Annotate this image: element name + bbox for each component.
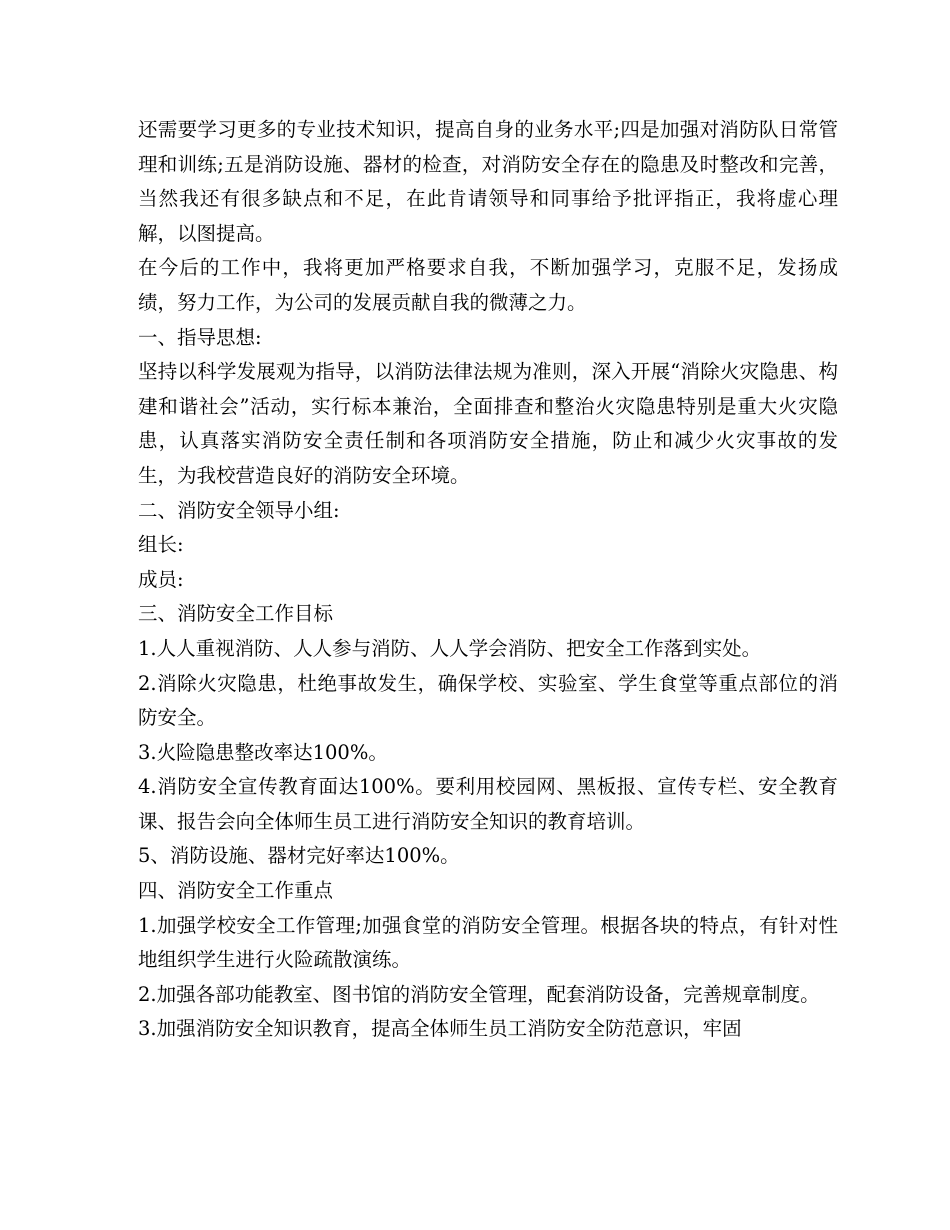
- line-members: 成员:: [138, 567, 184, 591]
- heading-leadership-group: 二、消防安全领导小组:: [138, 498, 340, 522]
- paragraph-future-work: 在今后的工作中，我将更加严格要求自我，不断加强学习，克服不足，发扬成绩，努力工作，为公司的发展贡献自我的微薄之力。: [138, 256, 838, 314]
- goal-item-2: 2.消除火灾隐患，杜绝事故发生，确保学校、实验室、学生食堂等重点部位的消防安全。: [138, 671, 838, 730]
- goal-item-1: 1.人人重视消防、人人参与消防、人人学会消防、把安全工作落到实处。: [138, 636, 762, 660]
- focus-item-1: 1.加强学校安全工作管理;加强食堂的消防安全管理。根据各块的特点，有针对性地组织学生进行火险疏散演练。: [138, 913, 838, 972]
- document-body: [138, 113, 838, 1047]
- goal-item-5: 5、消防设施、器材完好率达100%。: [138, 844, 460, 868]
- heading-guiding-ideology: 一、指导思想:: [138, 325, 262, 349]
- heading-work-goals: 三、消防安全工作目标: [138, 602, 334, 626]
- line-group-leader: 组长:: [138, 533, 184, 557]
- paragraph-intro-continuation: 还需要学习更多的专业技术知识，提高自身的业务水平;四是加强对消防队日常管理和训练;五是消防设施、器材的检查，对消防安全存在的隐患及时整改和完善，当然我还有很多缺点和不足，在此肯请领导和同事给予批评指正，我将虚心理解，以图提高。: [138, 118, 838, 245]
- focus-item-3: 3.加强消防安全知识教育，提高全体师生员工消防安全防范意识，牢固: [138, 1017, 742, 1041]
- goal-item-4: 4.消防安全宣传教育面达100%。要利用校园网、黑板报、宣传专栏、安全教育课、报告会向全体师生员工进行消防安全知识的教育培训。: [138, 775, 838, 833]
- heading-work-focus: 四、消防安全工作重点: [138, 879, 334, 903]
- focus-item-2: 2.加强各部功能教室、图书馆的消防安全管理，配套消防设备，完善规章制度。: [138, 982, 820, 1006]
- paragraph-guiding-ideology: 坚持以科学发展观为指导，以消防法律法规为准则，深入开展“消除火灾隐患、构建和谐社会”活动，实行标本兼治，全面排查和整治火灾隐患特别是重大火灾隐患，认真落实消防安全责任制和各项消防安全措施，防止和减少火灾事故的发生，为我校营造良好的消防安全环境。: [138, 360, 838, 487]
- goal-item-3: 3.火险隐患整改率达100%。: [138, 740, 388, 764]
